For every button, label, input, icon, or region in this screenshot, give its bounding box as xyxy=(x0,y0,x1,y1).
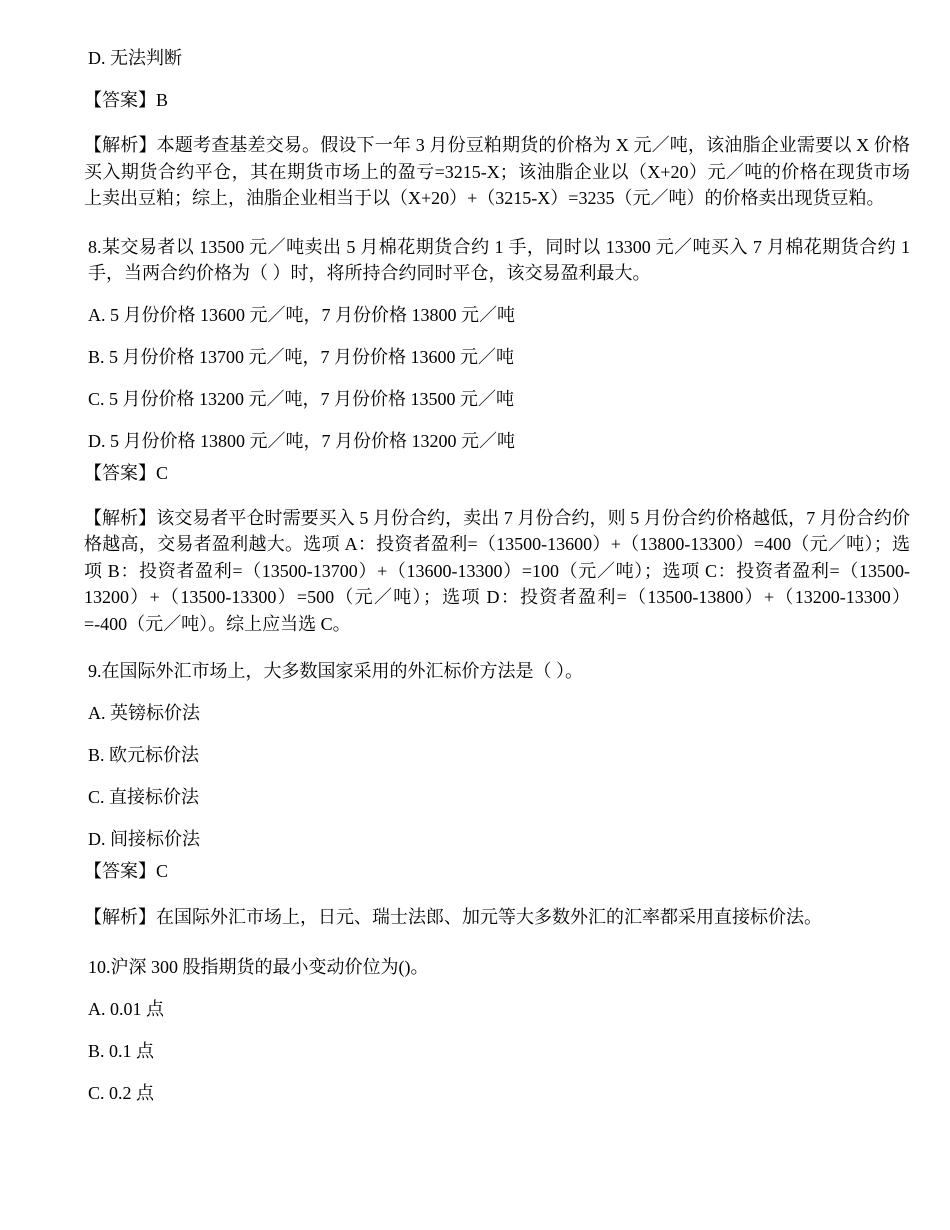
q9-analysis: 【解析】在国际外汇市场上，日元、瑞士法郎、加元等大多数外汇的汇率都采用直接标价法。 xyxy=(84,907,822,927)
q9-option-c: C. 直接标价法 xyxy=(88,787,200,807)
q7-analysis: 【解析】本题考查基差交易。假设下一年 3 月份豆粕期货的价格为 X 元／吨，该油脂企业需要以 X 价格买入期货合约平仓，其在期货市场上的盈亏=3215-X；该油脂企业以（X+20）元／吨的价格在现货市场上卖出豆粕；综上，油脂企业相当于以（X+20）+（3215-X）=3235（元／吨）的价格卖出现货豆粕。 xyxy=(84,135,910,208)
q8-option-c: C. 5 月份价格 13200 元／吨，7 月份价格 13500 元／吨 xyxy=(88,388,515,409)
q8-option-b: B. 5 月份价格 13700 元／吨，7 月份价格 13600 元／吨 xyxy=(88,346,515,367)
q9-question: 9.在国际外汇市场上，大多数国家采用的外汇标价方法是（ ）。 xyxy=(88,661,583,681)
q8-option-d: D. 5 月份价格 13800 元／吨，7 月份价格 13200 元／吨 xyxy=(88,430,515,451)
q9-option-a: A. 英镑标价法 xyxy=(88,703,200,723)
q8-option-a: A. 5 月份价格 13600 元／吨，7 月份价格 13800 元／吨 xyxy=(88,304,515,325)
q10-option-c: C. 0.2 点 xyxy=(88,1083,155,1103)
q9-answer: 【答案】C xyxy=(84,861,169,881)
q10-option-a: A. 0.01 点 xyxy=(88,999,164,1019)
q8-question: 8.某交易者以 13500 元／吨卖出 5 月棉花期货合约 1 手，同时以 13300 元／吨买入 7 月棉花期货合约 1 手，当两合约价格为（ ）时，将所持合约同时平仓，该交易盈利最大。 xyxy=(88,236,910,283)
q10-option-b: B. 0.1 点 xyxy=(88,1041,155,1061)
q7-option-d: D. 无法判断 xyxy=(88,48,182,68)
q8-answer: 【答案】C xyxy=(84,462,169,483)
document-body xyxy=(84,44,910,1107)
q10-question: 10.沪深 300 股指期货的最小变动价位为()。 xyxy=(88,957,429,977)
q8-analysis: 【解析】该交易者平仓时需要买入 5 月份合约，卖出 7 月份合约，则 5 月份合约价格越低，7 月份合约价格越高，交易者盈利越大。选项 A：投资者盈利=（13500-13600）+（13800-13300）=400（元／吨）；选项 B：投资者盈利=（13500-13700）+（13600-13300）=100（元／吨）；选项 C：投资者盈利=（13500-13200）+（13500-13300）=500（元／吨）；选项 D：投资者盈利=（13500-13800）+（13200-13300）=-400（元／吨）。综上应当选 C。 xyxy=(84,507,910,634)
q9-option-d: D. 间接标价法 xyxy=(88,829,200,849)
q9-option-b: B. 欧元标价法 xyxy=(88,745,200,765)
q7-answer: 【答案】B xyxy=(84,90,169,110)
